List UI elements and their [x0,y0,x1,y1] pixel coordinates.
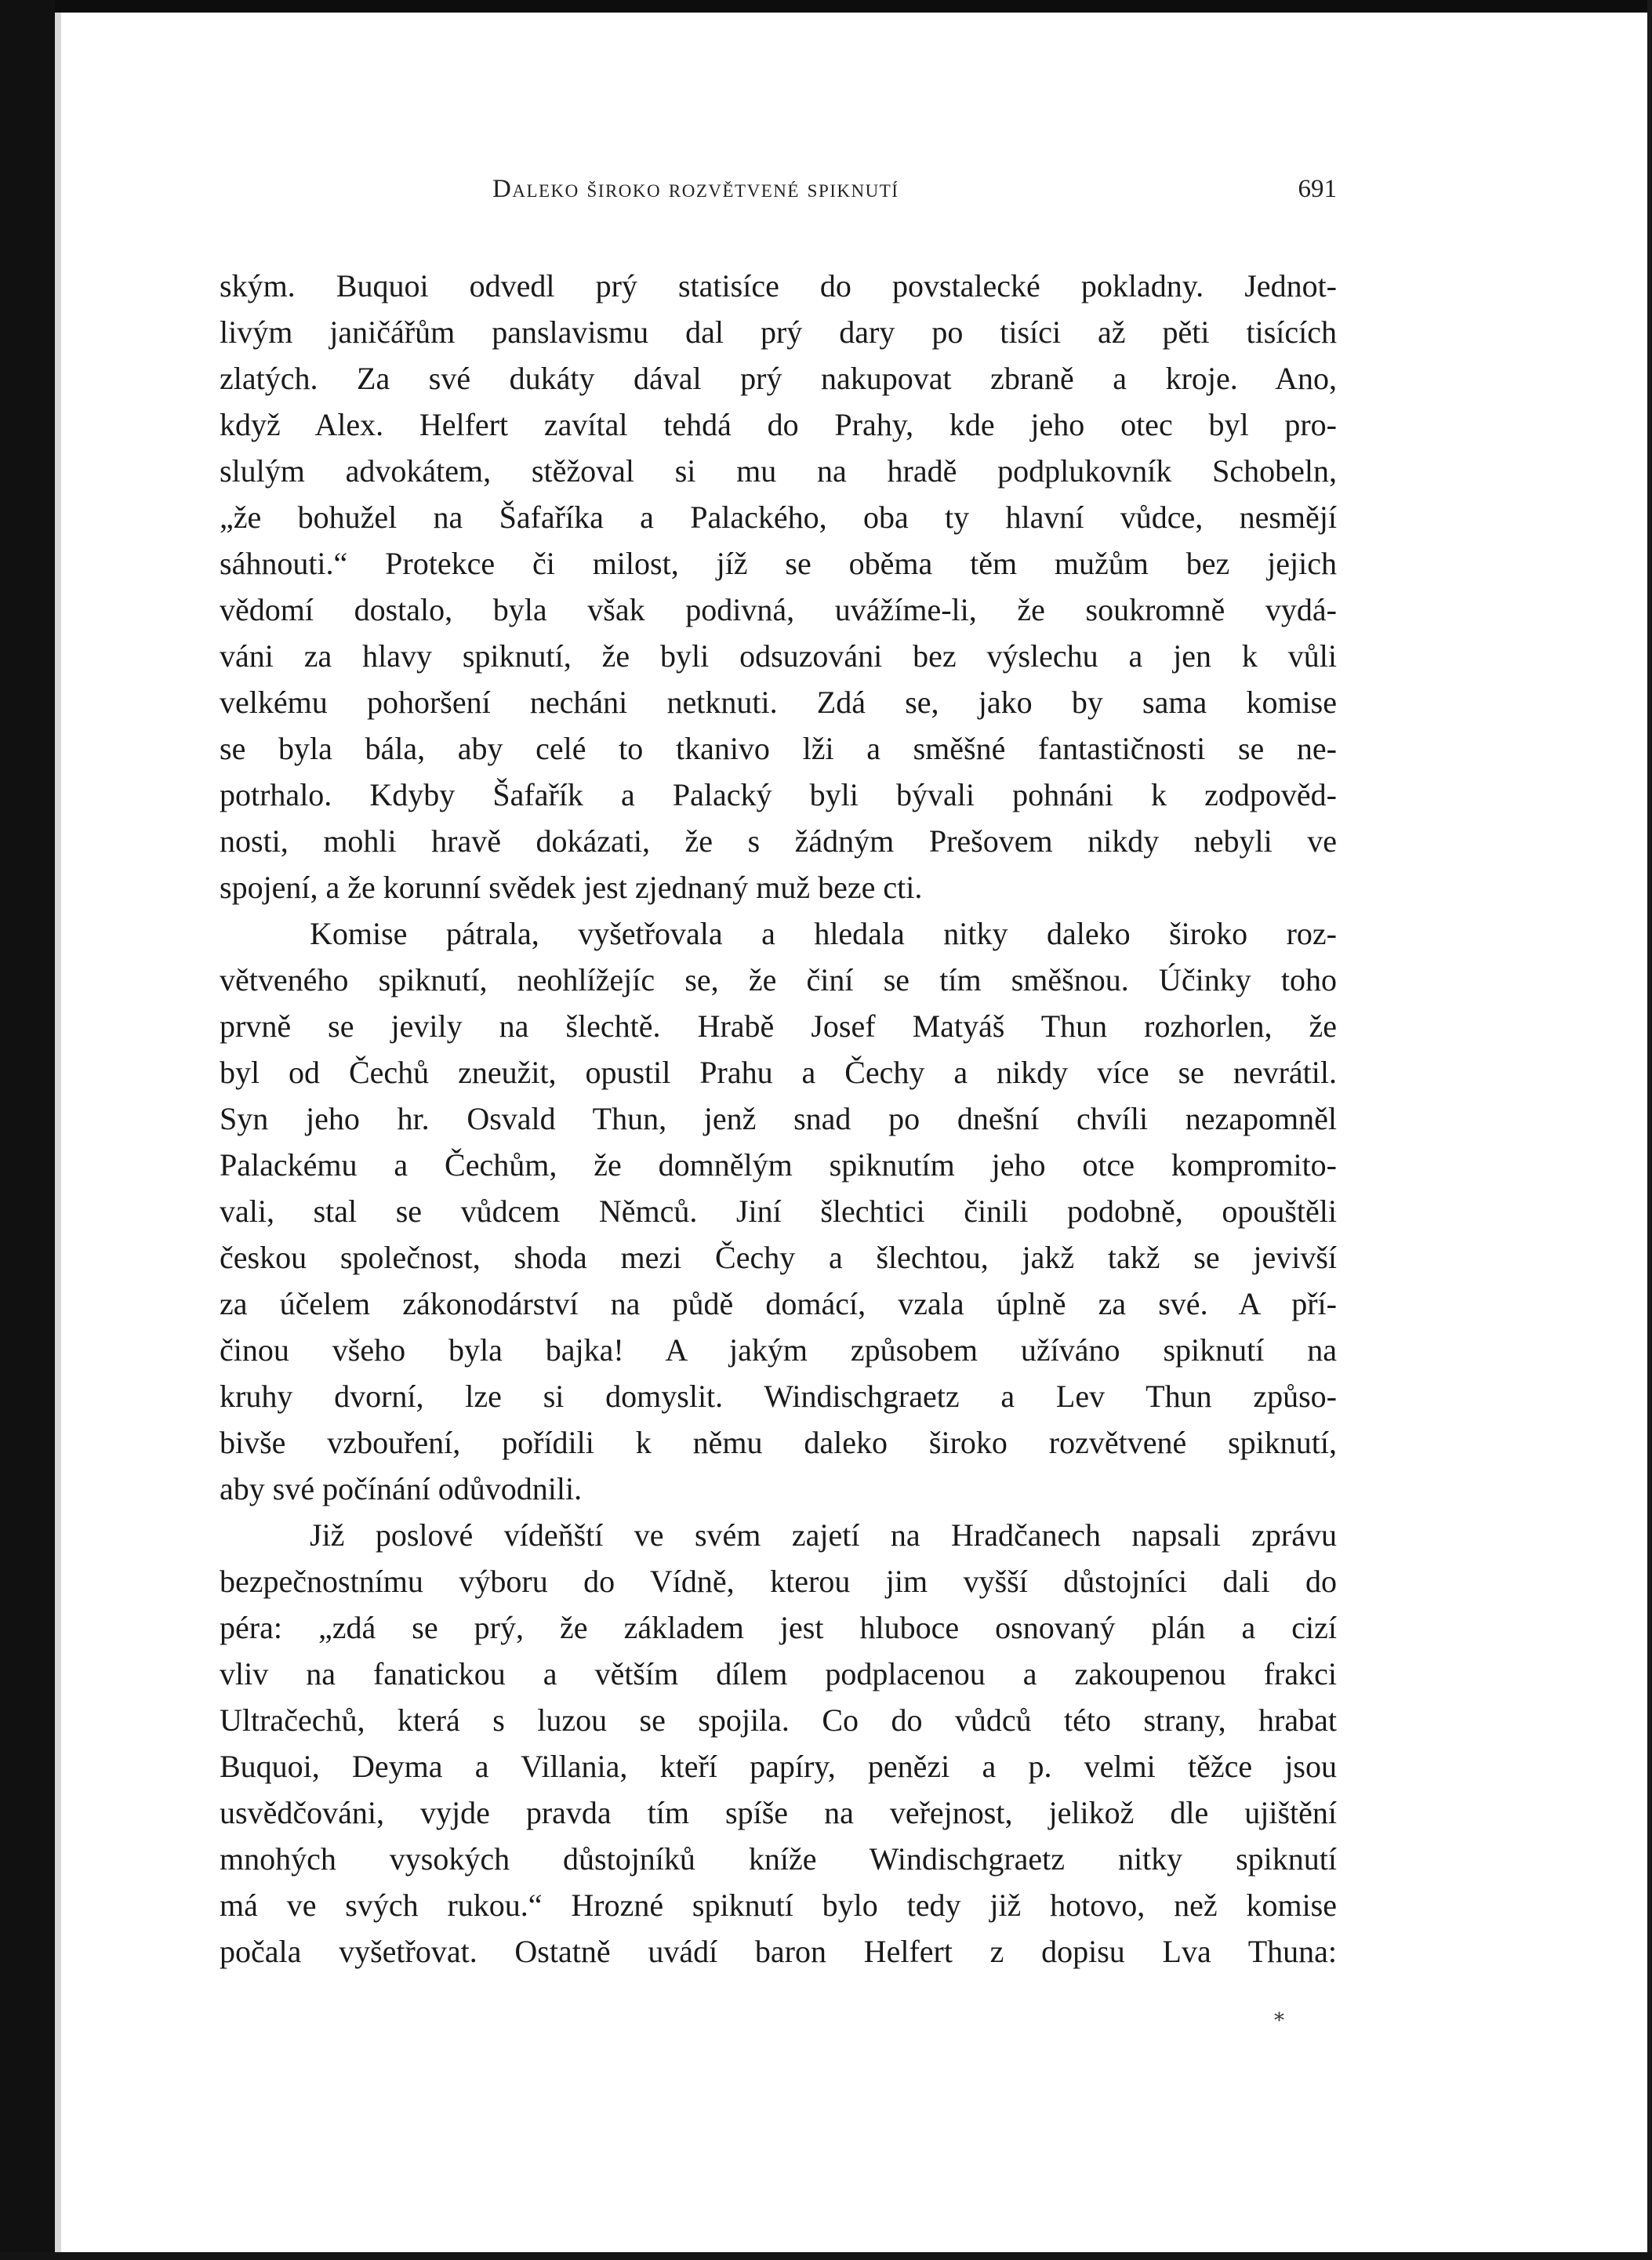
text-line: sáhnouti.“ Protekce či milost, jíž se oběma těm mužům bez jejich [220,546,1337,581]
text-line: počala vyšetřovat. Ostatně uvádí baron Helfert z dopisu Lva Thuna: [220,1934,1337,1969]
text-line: „že bohužel na Šafaříka a Palackého, oba ty hlavní vůdce, nesmějí [220,500,1337,535]
text-line: prvně se jevily na šlechtě. Hrabě Josef Matyáš Thun rozhorlen, že [220,1008,1337,1044]
text-line: vali, stal se vůdcem Němců. Jiní šlechtici činili podobně, opouštěli [220,1194,1337,1229]
text-line: mnohých vysokých důstojníků kníže Windischgraetz nitky spiknutí [220,1841,1337,1877]
text-line: spojení, a že korunní svědek jest zjednaný muž beze cti. [220,870,923,905]
signature-mark: * [1274,2009,1284,2033]
text-line: má ve svých rukou.“ Hrozné spiknutí bylo tedy již hotovo, než komise [220,1888,1337,1923]
text-line: slulým advokátem, stěžoval si mu na hradě podplukovník Schobeln, [220,453,1337,489]
page-number: 691 [1298,175,1337,203]
text-line: Buquoi, Deyma a Villania, kteří papíry, penězi a p. velmi těžce jsou [220,1749,1337,1784]
book-page [220,0,1337,2260]
text-line: činou všeho byla bajka! A jakým způsobem užíváno spiknutí na [220,1332,1337,1368]
text-line: českou společnost, shoda mezi Čechy a šlechtou, jakž takž se jevivší [220,1240,1337,1275]
text-line: velkému pohoršení necháni netknuti. Zdá se, jako by sama komise [220,685,1337,720]
text-line: zlatých. Za své dukáty dával prý nakupovat zbraně a kroje. Ano, [220,361,1337,396]
text-line: váni za hlavy spiknutí, že byli odsuzováni bez výslechu a jen k vůli [220,638,1337,674]
text-line: Již poslové vídeňští ve svém zajetí na Hradčanech napsali zprávu [310,1517,1337,1553]
text-line: livým janičářům panslavismu dal prý dary po tisíci až pěti tisících [220,314,1337,350]
text-line: vliv na fanatickou a větším dílem podplacenou a zakoupenou frakci [220,1656,1337,1691]
text-line: aby své počínání odůvodnili. [220,1471,583,1506]
text-line: péra: „zdá se prý, že základem jest hluboce osnovaný plán a cizí [220,1610,1337,1645]
page-header [220,175,1337,214]
text-line: kruhy dvorní, lze si domyslit. Windischgraetz a Lev Thun způso- [220,1379,1337,1414]
text-line: Palackému a Čechům, že domnělým spiknutím jeho otce kompromito- [220,1147,1337,1183]
text-line: ským. Buquoi odvedl prý statisíce do povstalecké pokladny. Jednot- [220,268,1337,303]
running-title: Daleko široko rozvětvené spiknutí [492,175,899,203]
scan-border-left [0,0,55,2260]
scan-gutter-shadow [55,13,61,2260]
text-line: vědomí dostalo, byla však podivná, uvážíme-li, že soukromně vydá- [220,592,1337,627]
text-line: byl od Čechů zneužit, opustil Prahu a Čechy a nikdy více se nevrátil. [220,1055,1337,1090]
text-line: potrhalo. Kdyby Šafařík a Palacký byli bývali pohnáni k zodpověd- [220,777,1337,812]
text-line: bivše vzbouření, pořídili k němu daleko široko rozvětvené spiknutí, [220,1425,1337,1460]
text-line: za účelem zákonodárství na půdě domácí, vzala úplně za své. A pří- [220,1286,1337,1321]
text-line: Ultračechů, která s luzou se spojila. Co do vůdců této strany, hrabat [220,1702,1337,1738]
text-line: Syn jeho hr. Osvald Thun, jenž snad po dnešní chvíli nezapomněl [220,1101,1337,1136]
text-line: větveného spiknutí, neohlížejíc se, že činí se tím směšnou. Účinky toho [220,962,1337,997]
text-line: bezpečnostnímu výboru do Vídně, kterou jim vyšší důstojníci dali do [220,1564,1337,1599]
text-line: nosti, mohli hravě dokázati, že s žádným Prešovem nikdy nebyli ve [220,823,1337,859]
body-text [220,263,1337,1975]
text-line: se byla bála, aby celé to tkanivo lži a směšné fantastičnosti se ne- [220,731,1337,766]
text-line: usvědčováni, vyjde pravda tím spíše na veřejnost, jelikož dle ujištění [220,1795,1337,1830]
text-line: Komise pátrala, vyšetřovala a hledala nitky daleko široko roz- [310,916,1337,951]
text-line: když Alex. Helfert zavítal tehdá do Prahy, kde jeho otec byl pro- [220,407,1337,442]
scan-border-right [1647,0,1652,2260]
